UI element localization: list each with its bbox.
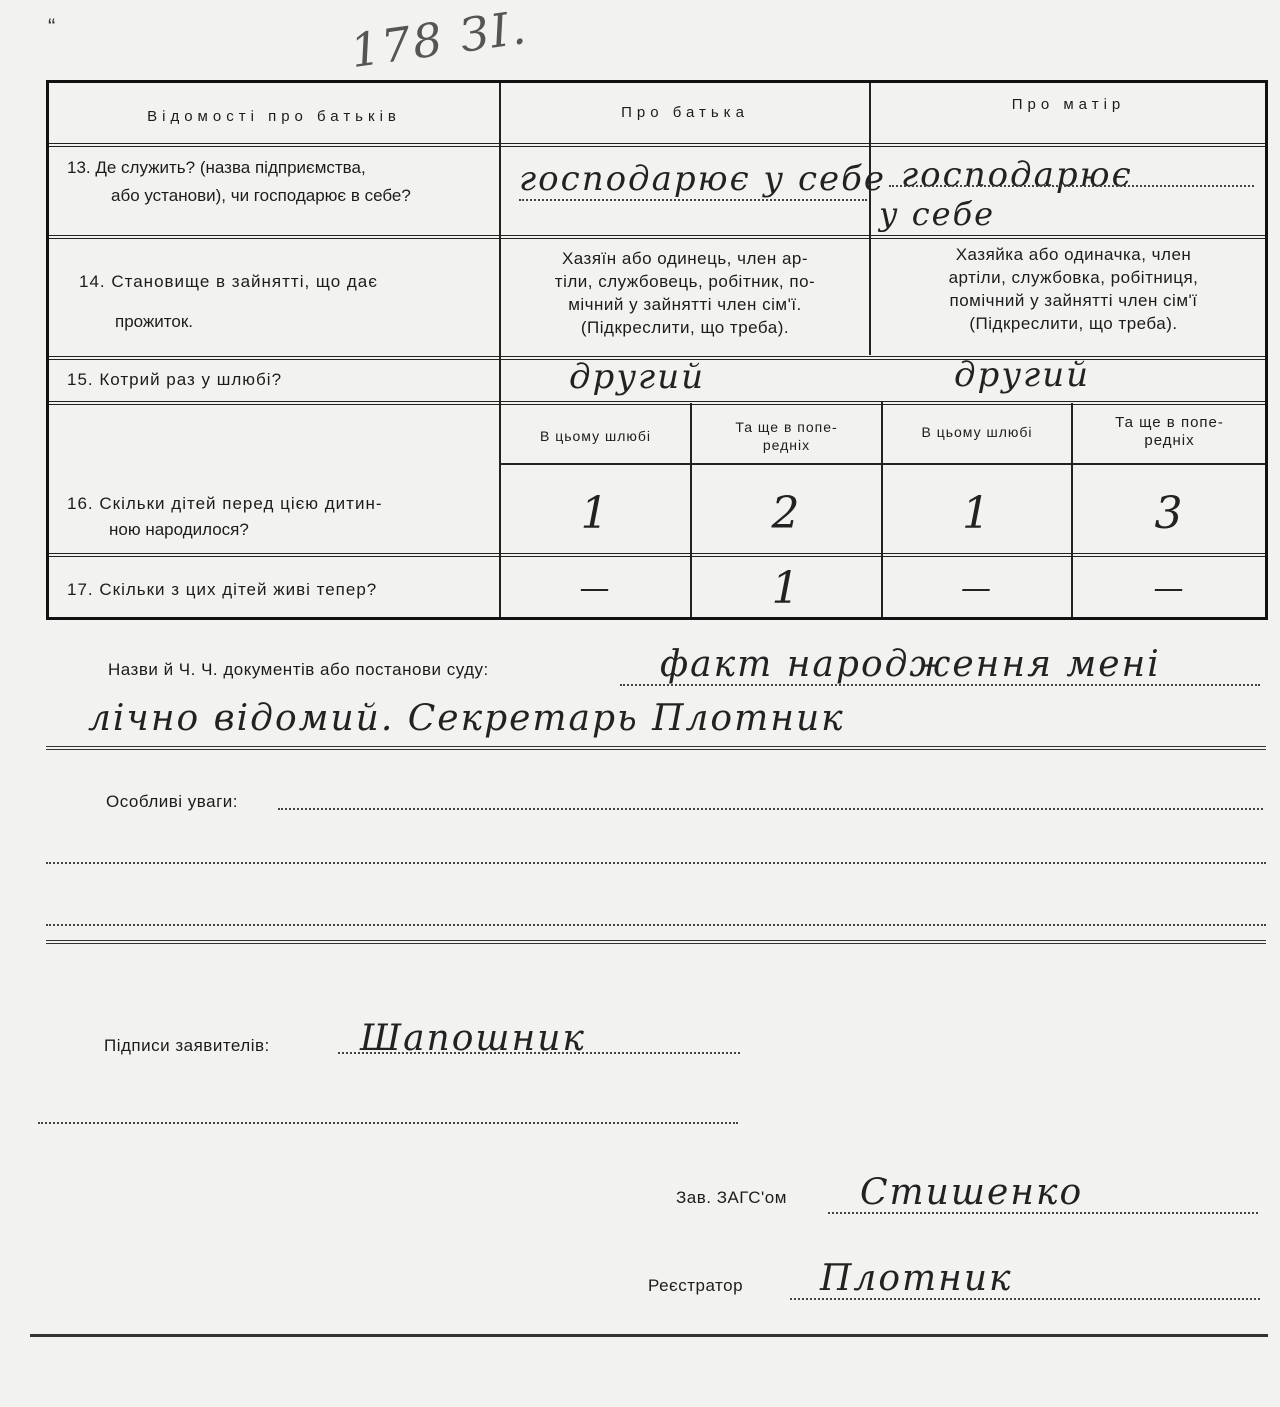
- sub-header-divider: [501, 463, 1265, 465]
- sub-prev-line2: редніх: [1144, 432, 1195, 449]
- underline: [46, 940, 1266, 944]
- parents-info-table: [46, 80, 1268, 620]
- q13-mother-answer-line2: у себе: [879, 195, 996, 233]
- documents-label: Назви й Ч. Ч. документів або постанови суду:: [108, 660, 489, 679]
- head-label: Зав. ЗАГС'ом: [676, 1188, 787, 1207]
- q16-father-this: 1: [580, 488, 611, 539]
- head-signature: Стишенко: [860, 1172, 1084, 1213]
- header-mother: Про матір: [1011, 96, 1126, 113]
- q13-mother-answer-line1: господарює: [901, 155, 1133, 195]
- q14-mother-options: [881, 243, 1266, 335]
- dotted-line: [620, 684, 1260, 686]
- sub-father-this: В цьому шлюбі: [539, 428, 652, 444]
- q14-line1: 14. Становище в зайнятті, що дає: [79, 272, 378, 291]
- header-info: Відомості про батьків: [147, 108, 401, 125]
- header-father: Про батька: [621, 104, 749, 121]
- mother-option-line: артіли, службовка, робітниця,: [948, 268, 1199, 287]
- dotted-line: [828, 1212, 1258, 1214]
- q14-father-options: [501, 247, 869, 339]
- registrar-signature: Плотник: [820, 1258, 1013, 1299]
- q16-father-prev: 2: [771, 488, 802, 539]
- q14-line2: прожиток.: [115, 312, 194, 331]
- dotted-line: [790, 1298, 1260, 1300]
- q16-mother-this: 1: [962, 488, 992, 539]
- documents-value-line2: лічно відомий. Секретарь Плотник: [88, 698, 845, 739]
- dotted-line: [38, 1122, 738, 1124]
- applicant-signature: Шапошник: [360, 1018, 586, 1059]
- applicants-label: Підписи заявителів:: [104, 1036, 270, 1055]
- underline: [46, 746, 1266, 750]
- father-option-line: (Підкреслити, що треба).: [580, 318, 790, 337]
- row-divider: [49, 553, 1265, 557]
- documents-value-line1: факт народження мені: [660, 644, 1161, 685]
- q13-line1: 13. Де служить? (назва підприємства,: [67, 158, 366, 177]
- sub-prev-line1: Та ще в попе-: [1115, 414, 1224, 431]
- row-divider: [49, 143, 1265, 147]
- bottom-rule: [30, 1334, 1268, 1337]
- sub-prev-line2: редніх: [762, 437, 811, 453]
- q17: 17. Скільки з цих дітей живі тепер?: [67, 580, 378, 599]
- registrar-label: Реєстратор: [648, 1276, 744, 1295]
- dotted-line: [338, 1052, 740, 1054]
- remarks-label: Особливі уваги:: [106, 792, 239, 811]
- father-option-line: мічний у зайнятті член сім'ї.: [568, 295, 802, 314]
- q15-mother-answer: другий: [954, 355, 1091, 395]
- q17-mother-prev: —: [1153, 571, 1186, 606]
- q17-father-prev: 1: [771, 563, 802, 614]
- q15-father-answer: другий: [569, 357, 706, 397]
- dotted-line: [889, 185, 1254, 187]
- mother-option-line: Хазяйка або одиначка, член: [955, 245, 1192, 264]
- sub-prev-line1: Та ще в попе-: [735, 419, 838, 435]
- q16-line2: ною народилося?: [109, 520, 249, 539]
- corner-mark: “: [48, 14, 56, 39]
- sub-father-prev: [692, 413, 881, 459]
- dotted-line: [519, 199, 867, 201]
- dotted-line: [278, 808, 1263, 810]
- father-option-line: тіли, службовець, робітник, по-: [554, 272, 816, 291]
- dotted-line: [46, 862, 1266, 864]
- row-divider: [49, 235, 1265, 239]
- sub-mother-this: В цьому шлюбі: [921, 424, 1033, 440]
- row-divider: [49, 401, 1265, 405]
- q17-mother-this: —: [961, 571, 993, 606]
- q15: 15. Котрий раз у шлюбі?: [67, 370, 283, 389]
- archive-number: 178 ЗІ.: [347, 0, 531, 79]
- father-option-line: Хазяїн або одинець, член ар-: [561, 249, 809, 268]
- sub-mother-prev: [1073, 409, 1266, 455]
- q13-father-answer: господарює у себе: [519, 159, 886, 199]
- mother-option-line: помічний у зайнятті член сім'ї: [949, 291, 1198, 310]
- q16-line1: 16. Скільки дітей перед цією дитин-: [67, 494, 383, 513]
- dotted-line: [46, 924, 1266, 926]
- q16-mother-prev: 3: [1154, 488, 1185, 539]
- mother-option-line: (Підкреслити, що треба).: [969, 314, 1178, 333]
- q17-father-this: —: [579, 571, 612, 606]
- q13-line2: або установи), чи господарює в себе?: [111, 186, 411, 205]
